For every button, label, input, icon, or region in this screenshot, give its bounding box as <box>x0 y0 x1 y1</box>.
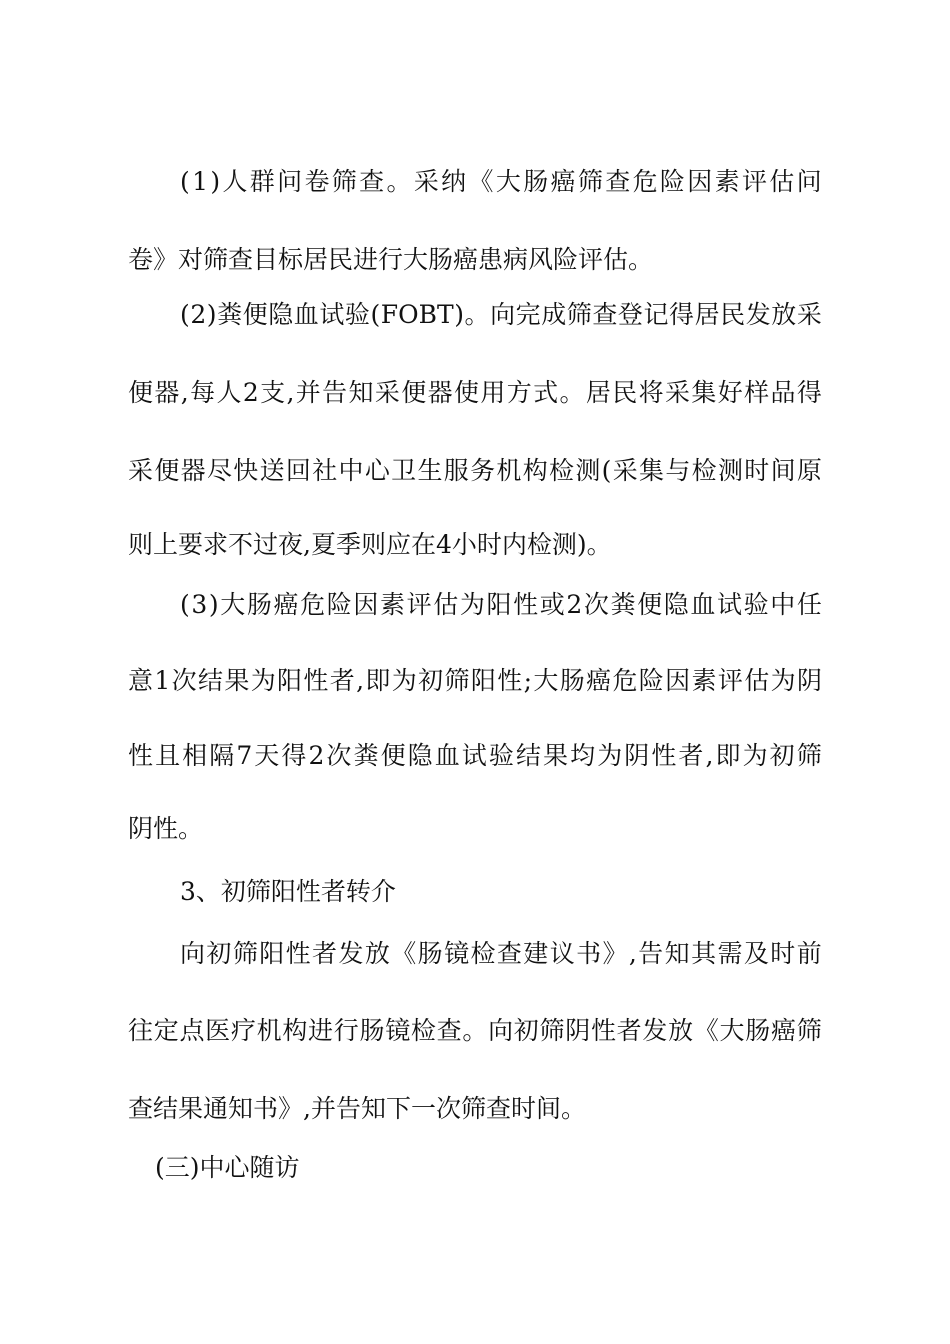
section-heading: (三)中心随访 <box>155 1153 300 1182</box>
text-line: 性 且 相 隔 7 天 得 2 次 粪 便 隐 血 试 验 结 果 均 为 阴 性 者 , 即 为 初 筛 <box>128 741 822 770</box>
text-line: ( 1 ) 人 群 问 卷 筛 查 。 采 纳 《 大 肠 癌 筛 查 危 险 因 素 评 估 问 <box>180 167 822 196</box>
text-line: 意 1 次 结 果 为 阳 性 者 , 即 为 初 筛 阳 性 ; 大 肠 癌 危 险 因 素 评 估 为 阴 <box>128 666 822 695</box>
text-line: 卷》对筛查目标居民进行大肠癌患病风险评估。 <box>128 245 654 274</box>
text-line: ( 2 ) 粪 便 隐 血 试 验 ( FOBT ) 。 向 完 成 筛 查 登 记 得 居 民 发 放 采 <box>180 300 822 329</box>
text-line: 查结果通知书》,并告知下一次筛查时间。 <box>128 1094 586 1123</box>
section-heading: 3、初筛阳性者转介 <box>180 877 396 906</box>
text-line: 往 定 点 医 疗 机 构 进 行 肠 镜 检 查 。 向 初 筛 阴 性 者 发 放 《 大 肠 癌 筛 <box>128 1016 822 1045</box>
text-line: 采 便 器 尽 快 送 回 社 中 心 卫 生 服 务 机 构 检 测 ( 采 集 与 检 测 时 间 原 <box>128 456 822 485</box>
text-line: 阴性。 <box>128 814 204 843</box>
text-line: 便 器 , 每 人 2 支 , 并 告 知 采 便 器 使 用 方 式 。 居 民 将 采 集 好 样 品 得 <box>128 378 822 407</box>
text-line: 则上要求不过夜,夏季则应在4小时内检测)。 <box>128 530 612 559</box>
text-line: ( 3 ) 大 肠 癌 危 险 因 素 评 估 为 阳 性 或 2 次 粪 便 隐 血 试 验 中 任 <box>180 590 822 619</box>
text-line: 向 初 筛 阳 性 者 发 放 《 肠 镜 检 查 建 议 书 》 , 告 知 其 需 及 时 前 <box>180 939 822 968</box>
